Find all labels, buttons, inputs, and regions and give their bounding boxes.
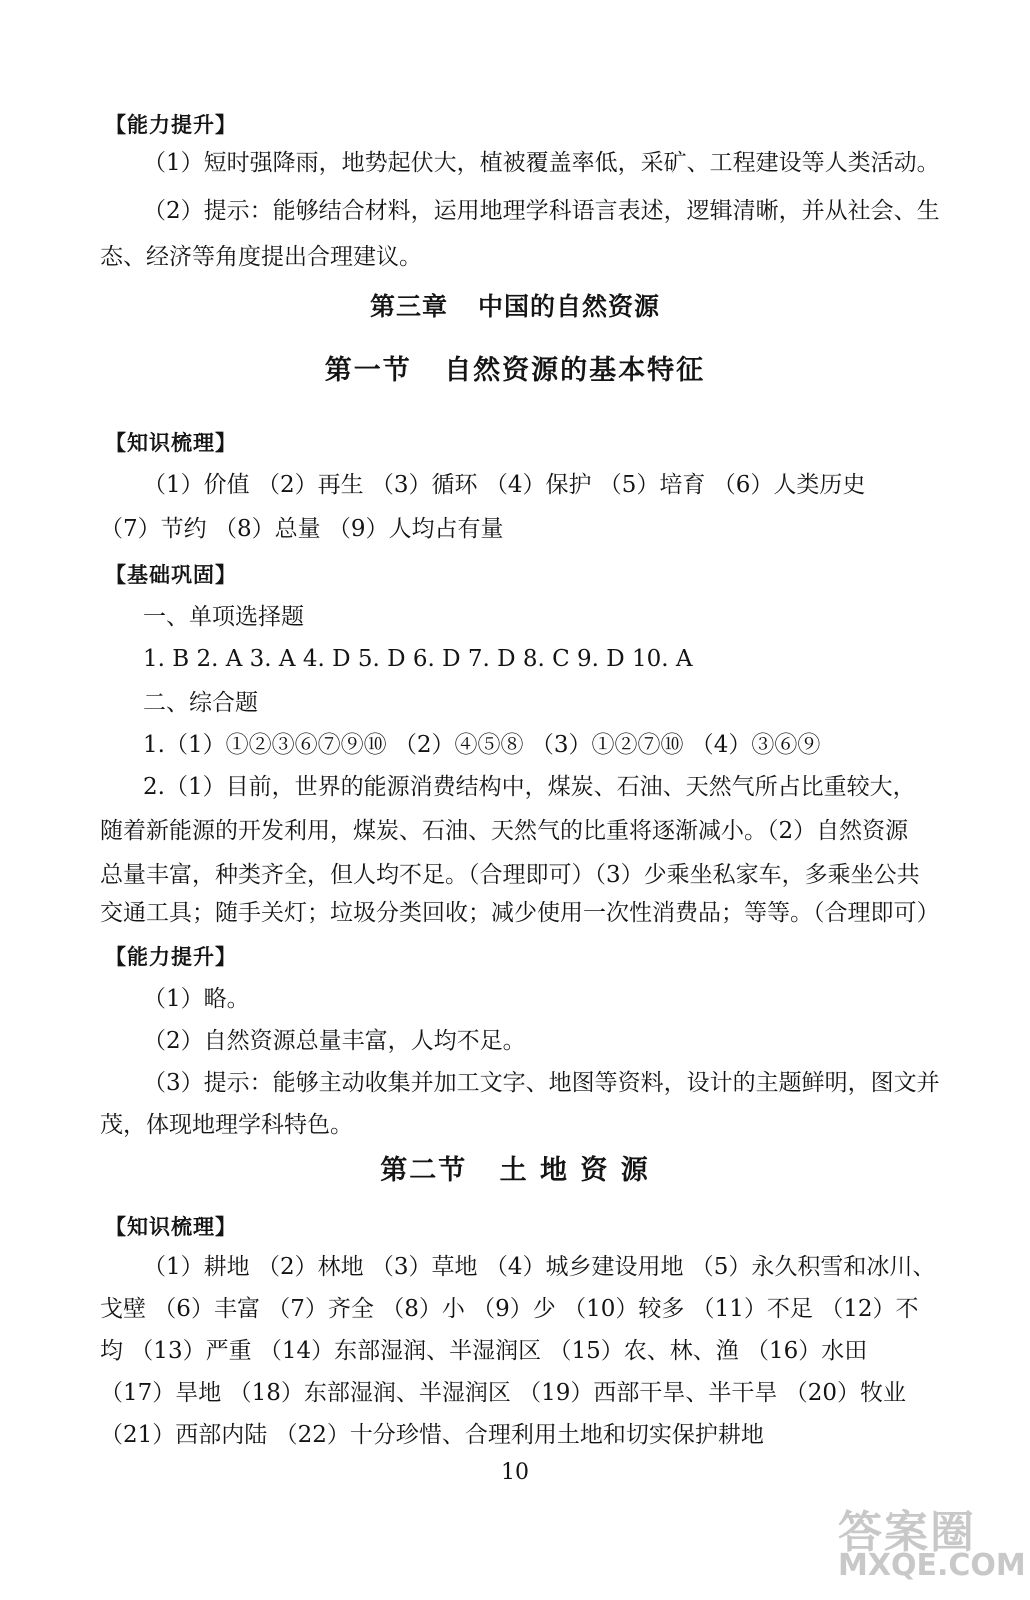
answer-line: 总量丰富，种类齐全，但人均不足。（合理即可）（3）少乘坐私家车，多乘坐公共 xyxy=(100,862,920,888)
question-part-label: 一、单项选择题 xyxy=(143,604,304,630)
chapter-name: 中国的自然资源 xyxy=(478,292,661,321)
section-number: 第二节 xyxy=(380,1155,468,1186)
answer-line: （1）耕地 （2）林地 （3）草地 （4）城乡建设用地 （5）永久积雪和冰川、 xyxy=(143,1254,936,1280)
watermark-logo xyxy=(838,1496,1026,1596)
choice-answers: 1. B 2. A 3. A 4. D 5. D 6. D 7. D 8. C 9. D 10. A xyxy=(143,646,693,672)
answer-line: （2）提示：能够结合材料，运用地理学科语言表述，逻辑清晰，并从社会、生 xyxy=(143,198,940,224)
section-name: 自然资源的基本特征 xyxy=(444,355,706,386)
watermark-url: MXQE.COM xyxy=(838,1548,1026,1583)
section-heading-ability: 【能力提升】 xyxy=(105,113,237,137)
section-heading-ability: 【能力提升】 xyxy=(105,945,237,969)
answer-line: （1）略。 xyxy=(143,986,250,1012)
page-number: 10 xyxy=(501,1460,529,1485)
answer-line: （1）短时强降雨，地势起伏大，植被覆盖率低，采矿、工程建设等人类活动。 xyxy=(143,150,940,176)
answer-line: 1.（1）①②③⑥⑦⑨⑩ （2）④⑤⑧ （3）①②⑦⑩ （4）③⑥⑨ xyxy=(143,732,821,758)
watermark-text: 答案圈 xyxy=(838,1507,976,1558)
section-title xyxy=(0,356,1030,386)
answer-line: 均 （13）严重 （14）东部湿润、半湿润区 （15）农、林、渔 （16）水田 xyxy=(100,1338,868,1364)
section-heading-knowledge: 【知识梳理】 xyxy=(105,1215,237,1239)
answer-line: 2.（1）目前，世界的能源消费结构中，煤炭、石油、天然气所占比重较大， xyxy=(143,774,916,800)
answer-line: （17）旱地 （18）东部湿润、半湿润区 （19）西部干旱、半干旱 （20）牧业 xyxy=(100,1380,906,1406)
section-number: 第一节 xyxy=(324,355,412,386)
answer-line: 茂，体现地理学科特色。 xyxy=(100,1112,353,1138)
chapter-title xyxy=(0,292,1030,322)
section-title xyxy=(0,1156,1030,1186)
answer-line: （2）自然资源总量丰富，人均不足。 xyxy=(143,1028,526,1054)
answer-line: 交通工具；随手关灯；垃圾分类回收；减少使用一次性消费品；等等。（合理即可） xyxy=(100,900,940,926)
answer-line: （7）节约 （8）总量 （9）人均占有量 xyxy=(100,516,504,542)
section-heading-basic: 【基础巩固】 xyxy=(105,563,237,587)
answer-line: （3）提示：能够主动收集并加工文字、地图等资料，设计的主题鲜明，图文并 xyxy=(143,1070,940,1096)
answer-line: 随着新能源的开发利用，煤炭、石油、天然气的比重将逐渐减小。（2）自然资源 xyxy=(100,818,909,844)
answer-line: 态、经济等角度提出合理建议。 xyxy=(100,244,422,270)
section-name: 土 地 资 源 xyxy=(499,1155,650,1186)
answer-line: （1）价值 （2）再生 （3）循环 （4）保护 （5）培育 （6）人类历史 xyxy=(143,472,866,498)
question-part-label: 二、综合题 xyxy=(143,690,258,716)
answer-line: 戈壁 （6）丰富 （7）齐全 （8）小 （9）少 （10）较多 （11）不足 （12）不 xyxy=(100,1296,919,1322)
answer-line: （21）西部内陆 （22）十分珍惜、合理利用土地和切实保护耕地 xyxy=(100,1422,764,1448)
section-heading-knowledge: 【知识梳理】 xyxy=(105,431,237,455)
chapter-number: 第三章 xyxy=(369,292,448,321)
